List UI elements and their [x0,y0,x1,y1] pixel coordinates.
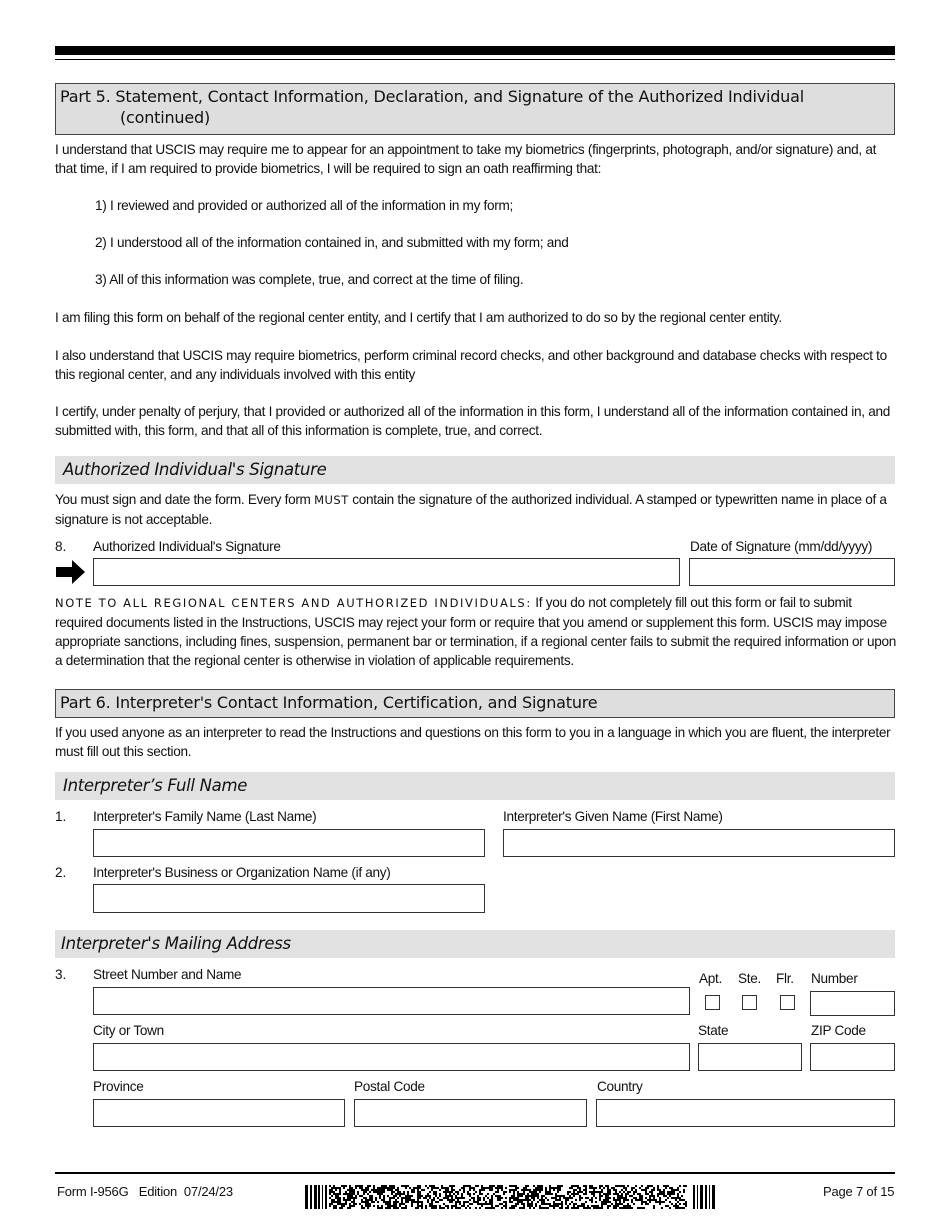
page-number: Page 7 of 15 [823,1184,895,1199]
note-heading: NOTE TO ALL REGIONAL CENTERS AND AUTHORIZED INDIVIDUALS: [55,596,532,610]
item-number-8: 8. [55,539,67,554]
signature-field[interactable] [93,558,680,586]
signature-instructions: You must sign and date the form. Every form MUST contain the signature of the authorized individual. A stamped or typewritten name in place of a signature is not acceptable. [55,492,887,527]
flr-checkbox[interactable] [780,995,795,1010]
oath-item-3: 3) All of this information was complete, true, and correct at the time of filing. [95,272,524,287]
barcode [305,1185,715,1209]
postal-code-field[interactable] [354,1099,587,1127]
number-label: Number [811,971,858,986]
business-name-field[interactable] [93,884,485,913]
country-label: Country [597,1079,643,1094]
perjury-statement: I certify, under penalty of perjury, that I provided or authorized all of the information in this form, I understand all of the information contained in, and submitted with, this form, and that all of this information is complete, true, and correct. [55,404,890,438]
given-name-field[interactable] [503,829,895,857]
item-number-2: 2. [55,865,67,880]
street-field[interactable] [93,987,690,1015]
part5-continued: (continued) [120,108,211,127]
city-field[interactable] [93,1043,690,1071]
behalf-statement: I am filing this form on behalf of the regional center entity, and I certify that I am authorized to do so by the regional center entity. [55,310,782,325]
signature-section-header: Authorized Individual's Signature [55,456,895,484]
must-emphasis: MUST [314,493,349,507]
footer-rule [55,1172,895,1174]
interpreter-mailing-header: Interpreter's Mailing Address [55,930,895,958]
arrow-right-icon [56,560,86,584]
street-label: Street Number and Name [93,967,242,982]
flr-label: Flr. [776,971,794,986]
ste-checkbox[interactable] [742,995,757,1010]
item-number-3: 3. [55,967,67,982]
top-thick-rule [55,46,895,55]
family-name-field[interactable] [93,829,485,857]
interpreter-full-name-header: Interpreter’s Full Name [55,772,895,800]
country-field[interactable] [596,1099,895,1127]
province-field[interactable] [93,1099,345,1127]
part6-intro: If you used anyone as an interpreter to read the Instructions and questions on this form to you in a language in which you are fluent, the interpreter must fill out this section. [55,725,891,759]
unit-number-field[interactable] [810,991,895,1016]
given-name-label: Interpreter's Given Name (First Name) [503,809,723,824]
top-thin-rule [55,59,895,60]
date-of-signature-field[interactable] [689,558,895,586]
apt-checkbox[interactable] [705,995,720,1010]
part5-title: Part 5. Statement, Contact Information, Declaration, and Signature of the Authorized Individual [60,87,804,106]
form-edition: Form I-956G Edition 07/24/23 [57,1184,233,1199]
state-field[interactable] [698,1043,802,1071]
apt-label: Apt. [699,971,722,986]
regional-center-note: NOTE TO ALL REGIONAL CENTERS AND AUTHORIZED INDIVIDUALS: If you do not completely fill out this form or fail to submit required documents listed in the Instructions, USCIS may reject your form or require that you amend or supplement this form. USCIS may impose appropriate sanctions, including fines, suspension, permanent bar or termination, if a regional center fails to submit the required information or upon a determination that the regional center is otherwise in violation of applicable requirements. [55,595,897,668]
item-number-1: 1. [55,809,67,824]
state-label: State [698,1023,729,1038]
part5-header [55,83,895,135]
zip-label: ZIP Code [811,1023,866,1038]
province-label: Province [93,1079,144,1094]
part6-header: Part 6. Interpreter's Contact Information, Certification, and Signature [55,689,895,718]
signature-label: Authorized Individual's Signature [93,539,281,554]
city-label: City or Town [93,1023,164,1038]
business-name-label: Interpreter's Business or Organization Name (if any) [93,865,391,880]
biometrics-intro: I understand that USCIS may require me to appear for an appointment to take my biometrics (fingerprints, photograph, and/or signature) and, at that time, if I am required to provide biometrics, I will be required to sign an oath reaffirming that: [55,142,877,176]
postal-code-label: Postal Code [354,1079,425,1094]
date-of-signature-label: Date of Signature (mm/dd/yyyy) [690,539,873,554]
background-statement: I also understand that USCIS may require biometrics, perform criminal record checks, and other background and database checks with respect to this regional center, and any individuals involved with this entity [55,348,887,382]
ste-label: Ste. [738,971,761,986]
family-name-label: Interpreter's Family Name (Last Name) [93,809,317,824]
oath-item-2: 2) I understood all of the information contained in, and submitted with my form; and [95,235,569,250]
oath-item-1: 1) I reviewed and provided or authorized all of the information in my form; [95,198,514,213]
zip-code-field[interactable] [810,1043,895,1071]
